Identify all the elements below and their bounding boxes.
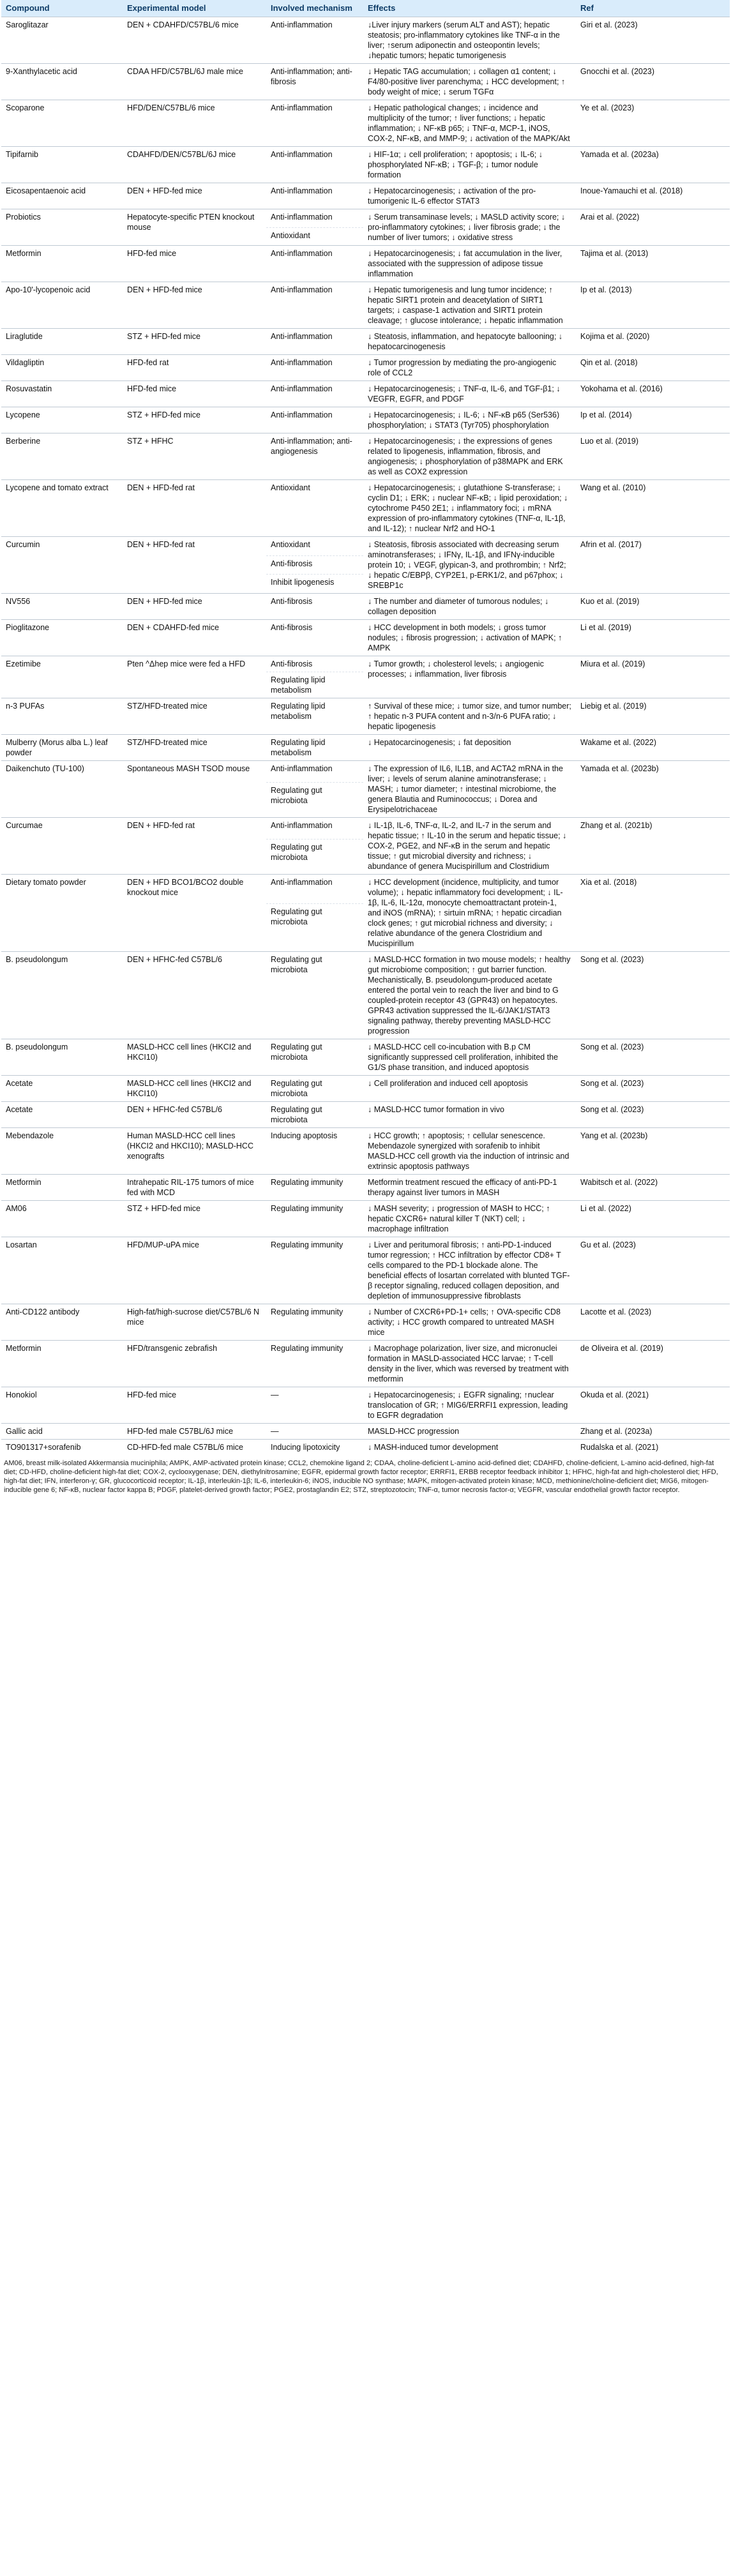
cell-effects: ↓ HCC development (incidence, multiplicity, and tumor volume); ↓ hepatic inflammatory foci development; ↓ IL-1β, IL-6, IL-12α, monocyte chemoattractant protein-1, and iNOS (mRNA); ↑ sirtuin mRNA; ↑ hepatic circadian clock genes; ↑ gut microbial richness and diversity; ↓ relative abundance of the genera Clostridium and Mucispirillum	[363, 875, 576, 952]
table-container	[1, 0, 730, 1495]
cell-model: DEN + HFD BCO1/BCO2 double knockout mice	[123, 875, 266, 952]
cell-mechanism: Anti-inflammation	[266, 183, 363, 209]
cell-ref: Ip et al. (2014)	[576, 407, 730, 433]
cell-compound: Lycopene	[1, 407, 123, 433]
cell-mechanism: Anti-fibrosis	[266, 620, 363, 656]
cell-mechanism: Anti-inflammation	[266, 329, 363, 355]
cell-mechanism: Anti-inflammation	[266, 761, 363, 783]
cell-compound: Eicosapentaenoic acid	[1, 183, 123, 209]
cell-mechanism: Anti-inflammation	[266, 209, 363, 228]
cell-effects: ↓ Hepatocarcinogenesis; ↓ the expressions of genes related to lipogenesis, inflammation, fibrosis, and angiogenesis; ↓ phosphorylation of p38MAPK and ERK as well as COX2 expression	[363, 433, 576, 480]
cell-compound: Anti-CD122 antibody	[1, 1304, 123, 1341]
cell-compound: Scoparone	[1, 100, 123, 147]
cell-model: HFD-fed mice	[123, 1387, 266, 1424]
cell-ref: Kojima et al. (2020)	[576, 329, 730, 355]
cell-mechanism: Anti-fibrosis	[266, 656, 363, 672]
table-footnote: AM06, breast milk-isolated Akkermansia muciniphila; AMPK, AMP-activated protein kinase; CCL2, chemokine ligand 2; CDAA, choline-deficient L-amino acid-defined diet; CDAHFD, choline-deficient, L-amino acid-defined, high-fat diet; CD-HFD, choline-deficient high-fat diet; COX-2, cyclooxygenase; DEN, diethylnitrosamine; EGFR, epidermal growth factor receptor; ERRFI1, ERBB receptor feedback inhibitor 1; HFHC, high-fat and high-cholesterol diet; HFD, high-fat diet; IFN, interferon-γ; GR, glucocorticoid receptor; IL-1β, interleukin-1β; IL-6, interleukin-6; iNOS, inducible NO synthase; MAPK, mitogen-activated protein kinase; MCD, methionine/choline-deficient diet; MIG6, mitogen-inducible gene 6; NF-κB, nuclear factor kappa B; PDGF, platelet-derived growth factor; PGE2, prostaglandin E2; STZ, streptozotocin; TNF-α, tumor necrosis factor-α; VEGFR, vascular endothelial growth factor receptor.	[4, 1459, 718, 1494]
cell-compound: AM06	[1, 1201, 123, 1237]
cell-effects: ↓ The number and diameter of tumorous nodules; ↓ collagen deposition	[363, 594, 576, 620]
cell-model: Pten ^Δhep mice were fed a HFD	[123, 656, 266, 698]
cell-effects: ↓ HCC growth; ↑ apoptosis; ↑ cellular senescence. Mebendazole synergized with sorafenib to inhibit MASLD-HCC cell growth via the induction of intrinsic and extrinsic apoptosis pathways	[363, 1128, 576, 1175]
table-row	[1, 407, 730, 433]
cell-compound: Metformin	[1, 246, 123, 282]
cell-effects: ↓ Hepatocarcinogenesis; ↓ TNF-α, IL-6, and TGF-β1; ↓ VEGFR, EGFR, and PDGF	[363, 381, 576, 407]
table-row	[1, 147, 730, 183]
cell-compound: Losartan	[1, 1237, 123, 1304]
table-row	[1, 952, 730, 1039]
table-row	[1, 875, 730, 904]
table-row	[1, 1039, 730, 1076]
cell-compound: Metformin	[1, 1341, 123, 1387]
cell-ref: de Oliveira et al. (2019)	[576, 1341, 730, 1387]
cell-mechanism: Antioxidant	[266, 480, 363, 537]
cell-ref: Ye et al. (2023)	[576, 100, 730, 147]
cell-ref: Song et al. (2023)	[576, 952, 730, 1039]
cell-mechanism: Anti-inflammation	[266, 875, 363, 904]
cell-model: STZ/HFD-treated mice	[123, 698, 266, 735]
table-row	[1, 1128, 730, 1175]
cell-effects: ↓ Hepatocarcinogenesis; ↓ glutathione S-transferase; ↓ cyclin D1; ↓ ERK; ↓ nuclear NF-κB; ↓ lipid peroxidation; ↓ cytochrome P450 2E1; ↓ inflammatory foci; ↓ mRNA expression of pro-inflammatory cytokines (TNF-α, IL-1β, and IL-12); ↑ nuclear Nrf2 and HO-1	[363, 480, 576, 537]
cell-ref: Song et al. (2023)	[576, 1039, 730, 1076]
table-body	[1, 17, 730, 1456]
cell-mechanism: Anti-inflammation	[266, 381, 363, 407]
table-row	[1, 1440, 730, 1456]
cell-mechanism: Antioxidant	[266, 537, 363, 556]
table-row	[1, 656, 730, 672]
cell-ref: Zhang et al. (2023a)	[576, 1424, 730, 1440]
cell-ref: Song et al. (2023)	[576, 1102, 730, 1128]
table-row	[1, 1175, 730, 1201]
table-row	[1, 381, 730, 407]
header-model: Experimental model	[123, 0, 266, 17]
cell-effects: ↓ MASH severity; ↓ progression of MASH to HCC; ↑ hepatic CXCR6+ natural killer T (NKT) cell; ↓ macrophage infiltration	[363, 1201, 576, 1237]
cell-compound: Honokiol	[1, 1387, 123, 1424]
cell-model: DEN + HFD-fed mice	[123, 282, 266, 329]
cell-ref: Tajima et al. (2013)	[576, 246, 730, 282]
cell-model: HFD-fed male C57BL/6J mice	[123, 1424, 266, 1440]
table-row	[1, 355, 730, 381]
cell-ref: Wakame et al. (2022)	[576, 735, 730, 761]
cell-mechanism: Antioxidant	[266, 227, 363, 246]
cell-effects: ↓ HCC development in both models; ↓ gross tumor nodules; ↓ fibrosis progression; ↓ activation of MAPK; ↑ AMPK	[363, 620, 576, 656]
cell-mechanism: Anti-inflammation; anti-angiogenesis	[266, 433, 363, 480]
cell-ref: Yokohama et al. (2016)	[576, 381, 730, 407]
cell-mechanism: Regulating immunity	[266, 1175, 363, 1201]
cell-effects: ↓ Steatosis, fibrosis associated with decreasing serum aminotransferases; ↓ IFNγ, IL-1β, and IFNγ-inducible protein 10; ↓ VEGF, glypican-3, and prothrombin; ↑ Nrf2; ↓ hepatic C/EBPβ, CYP2E1, p-ERK1/2, and p67phox; ↓ SREBP1c	[363, 537, 576, 594]
cell-model: Spontaneous MASH TSOD mouse	[123, 761, 266, 818]
cell-ref: Wang et al. (2010)	[576, 480, 730, 537]
cell-ref: Ip et al. (2013)	[576, 282, 730, 329]
table-row	[1, 64, 730, 100]
cell-mechanism: Regulating lipid metabolism	[266, 698, 363, 735]
cell-ref: Yamada et al. (2023a)	[576, 147, 730, 183]
cell-model: Human MASLD-HCC cell lines (HKCI2 and HKCI10); MASLD-HCC xenografts	[123, 1128, 266, 1175]
cell-mechanism: Anti-inflammation	[266, 282, 363, 329]
cell-effects: ↓ Macrophage polarization, liver size, and micronuclei formation in MASLD-associated HCC larvae; ↑ T-cell density in the liver, which was reversed by treatment with metformin	[363, 1341, 576, 1387]
cell-effects: ↓ The expression of IL6, IL1B, and ACTA2 mRNA in the liver; ↓ levels of serum alanine aminotransferase; ↓ MASH; ↓ tumor diameter; ↑ intestinal microbiome, the genera Blautia and Ruminococcus; ↓ Dorea and Erysipelotrichaceae	[363, 761, 576, 818]
cell-compound: Mulberry (Morus alba L.) leaf powder	[1, 735, 123, 761]
cell-model: DEN + HFD-fed mice	[123, 183, 266, 209]
cell-model: STZ + HFHC	[123, 433, 266, 480]
table-row	[1, 537, 730, 556]
cell-mechanism: Anti-fibrosis	[266, 594, 363, 620]
cell-mechanism: Anti-inflammation	[266, 407, 363, 433]
cell-model: DEN + HFD-fed rat	[123, 480, 266, 537]
cell-compound: Pioglitazone	[1, 620, 123, 656]
cell-ref: Yang et al. (2023b)	[576, 1128, 730, 1175]
table-header	[1, 0, 730, 17]
table-row	[1, 1076, 730, 1102]
cell-model: High-fat/high-sucrose diet/C57BL/6 N mice	[123, 1304, 266, 1341]
cell-mechanism: Inhibit lipogenesis	[266, 575, 363, 594]
cell-ref: Miura et al. (2019)	[576, 656, 730, 698]
header-ref: Ref	[576, 0, 730, 17]
cell-ref: Liebig et al. (2019)	[576, 698, 730, 735]
table-row	[1, 620, 730, 656]
cell-mechanism: Regulating gut microbiota	[266, 952, 363, 1039]
cell-model: CD-HFD-fed male C57BL/6 mice	[123, 1440, 266, 1456]
cell-model: STZ/HFD-treated mice	[123, 735, 266, 761]
table-row	[1, 282, 730, 329]
cell-mechanism: Regulating lipid metabolism	[266, 735, 363, 761]
cell-compound: NV556	[1, 594, 123, 620]
cell-effects: ↓ MASH-induced tumor development	[363, 1440, 576, 1456]
cell-compound: n-3 PUFAs	[1, 698, 123, 735]
cell-mechanism: Anti-inflammation	[266, 818, 363, 840]
cell-effects: ↓ Tumor progression by mediating the pro-angiogenic role of CCL2	[363, 355, 576, 381]
cell-model: HFD/MUP-uPA mice	[123, 1237, 266, 1304]
table-row	[1, 698, 730, 735]
table-row	[1, 818, 730, 840]
cell-mechanism: Regulating gut microbiota	[266, 839, 363, 874]
cell-model: MASLD-HCC cell lines (HKCI2 and HKCI10)	[123, 1076, 266, 1102]
cell-compound: Vildagliptin	[1, 355, 123, 381]
cell-ref: Luo et al. (2019)	[576, 433, 730, 480]
table-row	[1, 1341, 730, 1387]
cell-compound: Saroglitazar	[1, 17, 123, 64]
cell-mechanism: Regulating gut microbiota	[266, 1076, 363, 1102]
cell-compound: Daikenchuto (TU-100)	[1, 761, 123, 818]
cell-compound: Liraglutide	[1, 329, 123, 355]
cell-compound: Metformin	[1, 1175, 123, 1201]
cell-ref: Song et al. (2023)	[576, 1076, 730, 1102]
cell-mechanism: Anti-inflammation; anti-fibrosis	[266, 64, 363, 100]
cell-effects: ↓ Serum transaminase levels; ↓ MASLD activity score; ↓ pro-inflammatory cytokines; ↓ liver fibrosis grade; ↓ the number of liver tumors; ↓ oxidative stress	[363, 209, 576, 246]
cell-model: STZ + HFD-fed mice	[123, 329, 266, 355]
cell-compound: B. pseudolongum	[1, 952, 123, 1039]
cell-mechanism: —	[266, 1387, 363, 1424]
cell-compound: Dietary tomato powder	[1, 875, 123, 952]
header-compound: Compound	[1, 0, 123, 17]
cell-compound: Probiotics	[1, 209, 123, 246]
cell-compound: Curcumin	[1, 537, 123, 594]
cell-model: DEN + HFHC-fed C57BL/6	[123, 952, 266, 1039]
table-row	[1, 1387, 730, 1424]
cell-ref: Lacotte et al. (2023)	[576, 1304, 730, 1341]
table-row	[1, 17, 730, 64]
table-row	[1, 1201, 730, 1237]
cell-model: DEN + CDAHFD/C57BL/6 mice	[123, 17, 266, 64]
cell-model: STZ + HFD-fed mice	[123, 1201, 266, 1237]
cell-ref: Giri et al. (2023)	[576, 17, 730, 64]
cell-compound: Gallic acid	[1, 1424, 123, 1440]
cell-effects: ↑ Survival of these mice; ↓ tumor size, and tumor number; ↑ hepatic n-3 PUFA content and n-3/n-6 PUFA ratio; ↓ hepatic lipogenesis	[363, 698, 576, 735]
cell-model: HFD-fed mice	[123, 246, 266, 282]
cell-model: CDAHFD/DEN/C57BL/6J mice	[123, 147, 266, 183]
cell-effects: ↓ HIF-1α; ↓ cell proliferation; ↑ apoptosis; ↓ IL-6; ↓ phosphorylated NF-κB; ↓ TGF-β; ↓ tumor nodule formation	[363, 147, 576, 183]
cell-mechanism: Regulating immunity	[266, 1237, 363, 1304]
cell-ref: Rudalska et al. (2021)	[576, 1440, 730, 1456]
cell-mechanism: Regulating gut microbiota	[266, 903, 363, 951]
cell-effects: ↓ Steatosis, inflammation, and hepatocyte ballooning; ↓ hepatocarcinogenesis	[363, 329, 576, 355]
cell-model: DEN + HFHC-fed C57BL/6	[123, 1102, 266, 1128]
cell-effects: Metformin treatment rescued the efficacy of anti-PD-1 therapy against liver tumors in MASH	[363, 1175, 576, 1201]
cell-effects: ↓ Hepatocarcinogenesis; ↓ fat accumulation in the liver, associated with the suppression of adipose tissue inflammation	[363, 246, 576, 282]
cell-ref: Li et al. (2019)	[576, 620, 730, 656]
table-row	[1, 100, 730, 147]
cell-compound: Rosuvastatin	[1, 381, 123, 407]
cell-mechanism: Anti-fibrosis	[266, 555, 363, 575]
cell-mechanism: Anti-inflammation	[266, 355, 363, 381]
cell-ref: Arai et al. (2022)	[576, 209, 730, 246]
table-row	[1, 433, 730, 480]
cell-mechanism: Anti-inflammation	[266, 17, 363, 64]
cell-model: CDAA HFD/C57BL/6J male mice	[123, 64, 266, 100]
cell-mechanism: Anti-inflammation	[266, 100, 363, 147]
cell-model: MASLD-HCC cell lines (HKCI2 and HKCI10)	[123, 1039, 266, 1076]
cell-mechanism: Regulating gut microbiota	[266, 1039, 363, 1076]
cell-mechanism: Regulating lipid metabolism	[266, 672, 363, 698]
cell-ref: Okuda et al. (2021)	[576, 1387, 730, 1424]
cell-mechanism: Anti-inflammation	[266, 147, 363, 183]
table-row	[1, 1424, 730, 1440]
table-row	[1, 209, 730, 228]
cell-compound: Acetate	[1, 1076, 123, 1102]
cell-effects: ↓ Tumor growth; ↓ cholesterol levels; ↓ angiogenic processes; ↓ inflammation, liver fibrosis	[363, 656, 576, 698]
table-row	[1, 246, 730, 282]
cell-mechanism: Regulating immunity	[266, 1201, 363, 1237]
cell-ref: Inoue-Yamauchi et al. (2018)	[576, 183, 730, 209]
cell-ref: Li et al. (2022)	[576, 1201, 730, 1237]
table-row	[1, 735, 730, 761]
cell-effects: ↓ Hepatic pathological changes; ↓ incidence and multiplicity of the tumor; ↑ liver functions; ↓ hepatic inflammation; ↓ NF-κB p65; ↓ TNF-α, MCP-1, iNOS, COX-2, NF-κB, and MMP-9; ↓ activation of the MAPK/Akt	[363, 100, 576, 147]
cell-effects: MASLD-HCC progression	[363, 1424, 576, 1440]
cell-mechanism: Regulating gut microbiota	[266, 782, 363, 817]
cell-compound: Berberine	[1, 433, 123, 480]
cell-model: Intrahepatic RIL-175 tumors of mice fed with MCD	[123, 1175, 266, 1201]
cell-effects: ↓ IL-1β, IL-6, TNF-α, IL-2, and IL-7 in the serum and hepatic tissue; ↑ IL-10 in the serum and hepatic tissue; ↓ COX-2, PGE2, and NF-κB in the serum and hepatic tissue; ↑ gut microbial diversity and richness; ↓ abundance of genera Mucispirillum and Clostridium	[363, 818, 576, 875]
table-row	[1, 1304, 730, 1341]
cell-ref: Afrin et al. (2017)	[576, 537, 730, 594]
cell-compound: B. pseudolongum	[1, 1039, 123, 1076]
cell-model: DEN + CDAHFD-fed mice	[123, 620, 266, 656]
cell-model: Hepatocyte-specific PTEN knockout mouse	[123, 209, 266, 246]
cell-compound: Acetate	[1, 1102, 123, 1128]
cell-model: DEN + HFD-fed rat	[123, 537, 266, 594]
cell-compound: Ezetimibe	[1, 656, 123, 698]
table-row	[1, 761, 730, 783]
table-row	[1, 480, 730, 537]
cell-effects: ↓Liver injury markers (serum ALT and AST); hepatic steatosis; pro-inflammatory cytokines like TNF-α in the liver; ↑serum adiponectin and osteopontin levels; ↓hepatic tumors; hepatic tumorigenesis	[363, 17, 576, 64]
cell-ref: Wabitsch et al. (2022)	[576, 1175, 730, 1201]
cell-compound: Tipifarnib	[1, 147, 123, 183]
cell-effects: ↓ Cell proliferation and induced cell apoptosis	[363, 1076, 576, 1102]
cell-ref: Yamada et al. (2023b)	[576, 761, 730, 818]
cell-compound: 9-Xanthylacetic acid	[1, 64, 123, 100]
compound-table	[1, 0, 730, 1455]
cell-model: STZ + HFD-fed mice	[123, 407, 266, 433]
cell-mechanism: Inducing apoptosis	[266, 1128, 363, 1175]
cell-compound: Apo-10'-lycopenoic acid	[1, 282, 123, 329]
cell-mechanism: Regulating immunity	[266, 1304, 363, 1341]
cell-mechanism: Anti-inflammation	[266, 246, 363, 282]
table-row	[1, 594, 730, 620]
table-row	[1, 329, 730, 355]
cell-compound: TO901317+sorafenib	[1, 1440, 123, 1456]
cell-compound: Lycopene and tomato extract	[1, 480, 123, 537]
cell-effects: ↓ Hepatic tumorigenesis and lung tumor incidence; ↑ hepatic SIRT1 protein and deacetylation of SIRT1 targets; ↓ caspase-1 activation and SIRT1 protein cleavage; ↑ glucose intolerance; ↓ hepatic inflammation	[363, 282, 576, 329]
cell-mechanism: Inducing lipotoxicity	[266, 1440, 363, 1456]
cell-model: HFD-fed rat	[123, 355, 266, 381]
cell-ref: Kuo et al. (2019)	[576, 594, 730, 620]
cell-ref: Gnocchi et al. (2023)	[576, 64, 730, 100]
cell-mechanism: —	[266, 1424, 363, 1440]
cell-ref: Qin et al. (2018)	[576, 355, 730, 381]
cell-effects: ↓ Hepatic TAG accumulation; ↓ collagen α1 content; ↓ F4/80-positive liver parenchyma; ↓ HCC development; ↑ body weight of mice; ↓ serum TGFα	[363, 64, 576, 100]
header-mechanism: Involved mechanism	[266, 0, 363, 17]
cell-effects: ↓ Hepatocarcinogenesis; ↓ fat deposition	[363, 735, 576, 761]
cell-ref: Zhang et al. (2021b)	[576, 818, 730, 875]
header-effects: Effects	[363, 0, 576, 17]
cell-mechanism: Regulating gut microbiota	[266, 1102, 363, 1128]
cell-effects: ↓ Number of CXCR6+PD-1+ cells; ↑ OVA-specific CD8 activity; ↓ HCC growth compared to untreated MASH mice	[363, 1304, 576, 1341]
cell-model: DEN + HFD-fed mice	[123, 594, 266, 620]
cell-effects: ↓ MASLD-HCC cell co-incubation with B.p CM significantly suppressed cell proliferation, inhibited the G1/S phase transition, and induced apoptosis	[363, 1039, 576, 1076]
cell-compound: Mebendazole	[1, 1128, 123, 1175]
cell-effects: ↓ MASLD-HCC tumor formation in vivo	[363, 1102, 576, 1128]
cell-model: HFD/DEN/C57BL/6 mice	[123, 100, 266, 147]
cell-mechanism: Regulating immunity	[266, 1341, 363, 1387]
cell-model: DEN + HFD-fed rat	[123, 818, 266, 875]
table-row	[1, 1102, 730, 1128]
cell-effects: ↓ Hepatocarcinogenesis; ↓ IL-6; ↓ NF-κB p65 (Ser536) phosphorylation; ↓ STAT3 (Tyr705) phosphorylation	[363, 407, 576, 433]
cell-model: HFD-fed mice	[123, 381, 266, 407]
cell-effects: ↓ Hepatocarcinogenesis; ↓ activation of the pro-tumorigenic IL-6 effector STAT3	[363, 183, 576, 209]
cell-ref: Gu et al. (2023)	[576, 1237, 730, 1304]
cell-compound: Curcumae	[1, 818, 123, 875]
table-row	[1, 183, 730, 209]
cell-effects: ↓ Liver and peritumoral fibrosis; ↑ anti-PD-1-induced tumor regression; ↑ HCC infiltration by effector CD8+ T cells compared to the PD-1 blockade alone. The beneficial effects of losartan correlated with blunted TGF-β receptor signaling, reduced collagen deposition, and depletion of immunosuppressive fibroblasts	[363, 1237, 576, 1304]
table-row	[1, 1237, 730, 1304]
cell-ref: Xia et al. (2018)	[576, 875, 730, 952]
cell-model: HFD/transgenic zebrafish	[123, 1341, 266, 1387]
cell-effects: ↓ Hepatocarcinogenesis; ↓ EGFR signaling; ↑nuclear translocation of GR; ↑ MIG6/ERRFI1 expression, leading to EGFR degradation	[363, 1387, 576, 1424]
cell-effects: ↓ MASLD-HCC formation in two mouse models; ↑ healthy gut microbiome composition; ↑ gut barrier function. Mechanistically, B. pseudolongum-produced acetate entered the portal vein to reach the liver and bind to G coupled-protein receptor 43 (GPR43) on hepatocytes. GPR43 activation suppressed the IL-6/JAK1/STAT3 signaling pathway, thereby preventing MASLD-HCC progression	[363, 952, 576, 1039]
